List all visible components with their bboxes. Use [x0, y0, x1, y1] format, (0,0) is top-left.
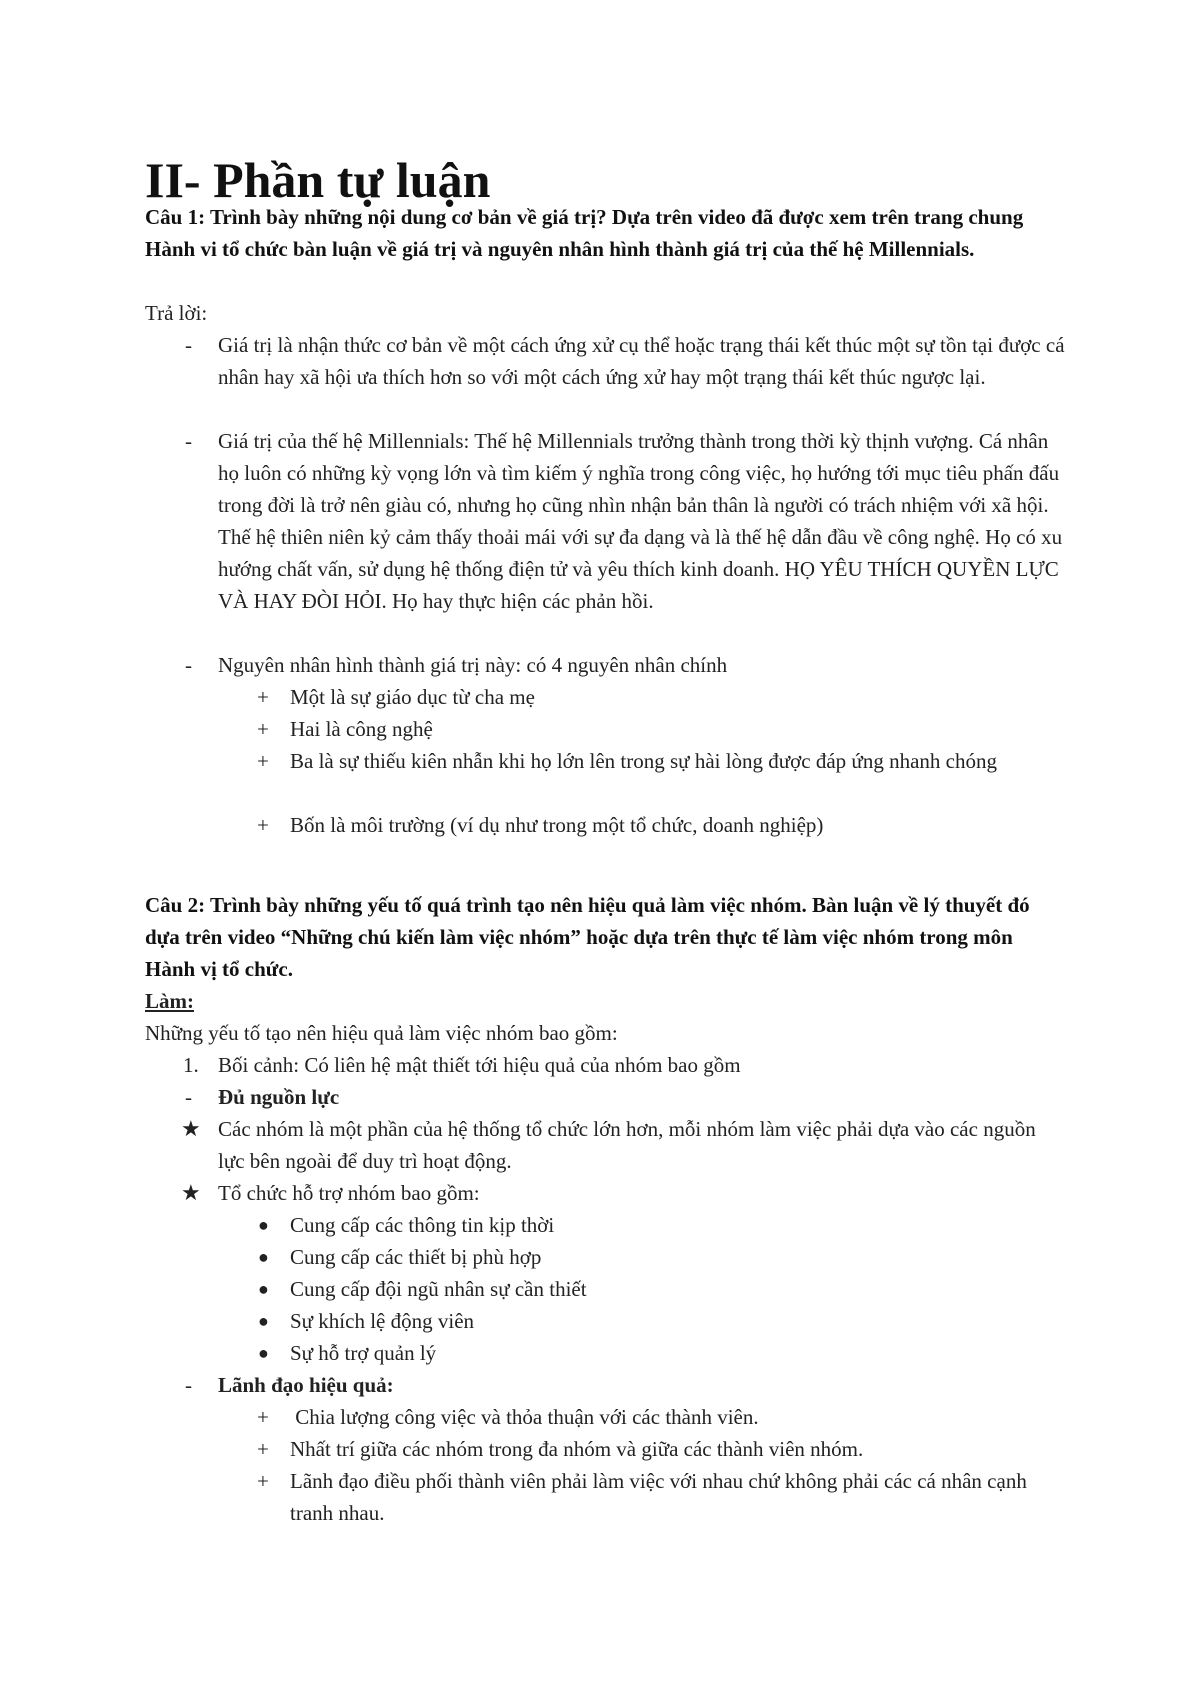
list-item	[145, 1305, 1065, 1337]
plus-bullet-icon: +	[257, 813, 269, 837]
list-item-text: Cung cấp các thông tin kịp thời	[290, 1213, 555, 1237]
plus-bullet-icon: +	[257, 1405, 269, 1429]
plus-bullet-icon: +	[257, 717, 269, 741]
list-item	[145, 1273, 1065, 1305]
answer-label-1: Trả lời:	[145, 301, 208, 325]
dash-bullet-icon: -	[185, 333, 192, 357]
list-item	[145, 1081, 1065, 1113]
list-item	[145, 745, 1065, 777]
list-item	[145, 1465, 1065, 1529]
intro-text: Những yếu tố tạo nên hiệu quả làm việc nhóm bao gồm:	[145, 1021, 618, 1045]
list-item	[145, 681, 1065, 713]
list-item	[145, 1241, 1065, 1273]
list-item-text: Cung cấp đội ngũ nhân sự cần thiết	[290, 1277, 587, 1301]
dot-bullet-icon: ●	[258, 1311, 269, 1331]
dot-bullet-icon: ●	[258, 1343, 269, 1363]
list-item	[145, 1209, 1065, 1241]
list-item	[145, 649, 1065, 681]
list-item-text: Các nhóm là một phần của hệ thống tổ chức lớn hơn, mỗi nhóm làm việc phải dựa vào các nguồn lực bên ngoài để duy trì hoạt động.	[218, 1117, 1036, 1173]
leadership-heading: Lãnh đạo hiệu quả:	[218, 1373, 394, 1397]
list-item-text: Bốn là môi trường (ví dụ như trong một tổ chức, doanh nghiệp)	[290, 813, 824, 837]
list-item	[145, 1433, 1065, 1465]
list-item-text: Chia lượng công việc và thỏa thuận với các thành viên.	[290, 1405, 759, 1429]
question-1: Câu 1: Trình bày những nội dung cơ bản về giá trị? Dựa trên video đã được xem trên trang chung Hành vi tổ chức bàn luận về giá trị và nguyên nhân hình thành giá trị của thế hệ Millennials.	[145, 205, 1024, 261]
list-item-text: Giá trị của thế hệ Millennials: Thế hệ Millennials trưởng thành trong thời kỳ thịnh vượng. Cá nhân họ luôn có những kỳ vọng lớn và tìm kiếm ý nghĩa trong công việc, họ hướng tới mục tiêu phấn đấu trong đời là trở nên giàu có, nhưng họ cũng nhìn nhận bản thân là người có trách nhiệm với xã hội. Thế hệ thiên niên kỷ cảm thấy thoải mái với sự đa dạng và là thế hệ dẫn đầu về công nghệ. Họ có xu hướng chất vấn, sử dụng hệ thống điện tử và yêu thích kinh doanh. HỌ YÊU THÍCH QUYỀN LỰC VÀ HAY ĐÒI HỎI. Họ hay thực hiện các phản hồi.	[218, 429, 1063, 613]
star-bullet-icon: ★	[181, 1180, 201, 1205]
list-item-text: Lãnh đạo điều phối thành viên phải làm việc với nhau chứ không phải các cá nhân cạnh tranh nhau.	[290, 1469, 1027, 1525]
dash-bullet-icon: -	[185, 653, 192, 677]
list-number: 1.	[183, 1053, 199, 1077]
dash-bullet-icon: -	[185, 429, 192, 453]
list-item	[145, 713, 1065, 745]
star-bullet-icon: ★	[181, 1116, 201, 1141]
list-item-text: Tổ chức hỗ trợ nhóm bao gồm:	[218, 1181, 480, 1205]
page-title: II- Phần tự luận	[145, 152, 491, 208]
list-item	[145, 1337, 1065, 1369]
list-item	[145, 1049, 1065, 1081]
plus-bullet-icon: +	[257, 1437, 269, 1461]
dot-bullet-icon: ●	[258, 1215, 269, 1235]
list-item-text: Bối cảnh: Có liên hệ mật thiết tới hiệu quả của nhóm bao gồm	[218, 1053, 741, 1077]
question-2: Câu 2: Trình bày những yếu tố quá trình tạo nên hiệu quả làm việc nhóm. Bàn luận về lý thuyết đó dựa trên video “Những chú kiến làm việc nhóm” hoặc dựa trên thực tế làm việc nhóm trong môn Hành vị tổ chức.	[145, 893, 1030, 981]
list-item	[145, 1113, 1065, 1177]
list-item-text: Hai là công nghệ	[290, 717, 433, 741]
list-item	[145, 809, 1065, 841]
list-item-text: Nhất trí giữa các nhóm trong đa nhóm và giữa các thành viên nhóm.	[290, 1437, 864, 1461]
dash-bullet-icon: -	[185, 1085, 192, 1109]
list-item-text: Nguyên nhân hình thành giá trị này: có 4 nguyên nhân chính	[218, 653, 728, 677]
list-item	[145, 329, 1065, 393]
dash-bullet-icon: -	[185, 1373, 192, 1397]
plus-bullet-icon: +	[257, 749, 269, 773]
answer-label-2: Làm:	[145, 989, 194, 1013]
list-item-text: Sự khích lệ động viên	[290, 1309, 475, 1333]
dot-bullet-icon: ●	[258, 1279, 269, 1299]
resources-heading: Đủ nguồn lực	[218, 1085, 340, 1109]
list-item	[145, 1369, 1065, 1401]
list-item-text: Giá trị là nhận thức cơ bản về một cách ứng xử cụ thể hoặc trạng thái kết thúc một sự tồn tại được cá nhân hay xã hội ưa thích hơn so với một cách ứng xử hay một trạng thái kết thúc ngược lại.	[218, 333, 1065, 389]
list-item-text: Một là sự giáo dục từ cha mẹ	[290, 685, 535, 709]
list-item-text: Sự hỗ trợ quản lý	[290, 1341, 437, 1365]
plus-bullet-icon: +	[257, 1469, 269, 1493]
dot-bullet-icon: ●	[258, 1247, 269, 1267]
list-item-text: Cung cấp các thiết bị phù hợp	[290, 1245, 542, 1269]
list-item	[145, 1177, 1065, 1209]
plus-bullet-icon: +	[257, 685, 269, 709]
list-item	[145, 1401, 1065, 1433]
list-item-text: Ba là sự thiếu kiên nhẫn khi họ lớn lên trong sự hài lòng được đáp ứng nhanh chóng	[290, 749, 997, 773]
list-item	[145, 425, 1065, 617]
